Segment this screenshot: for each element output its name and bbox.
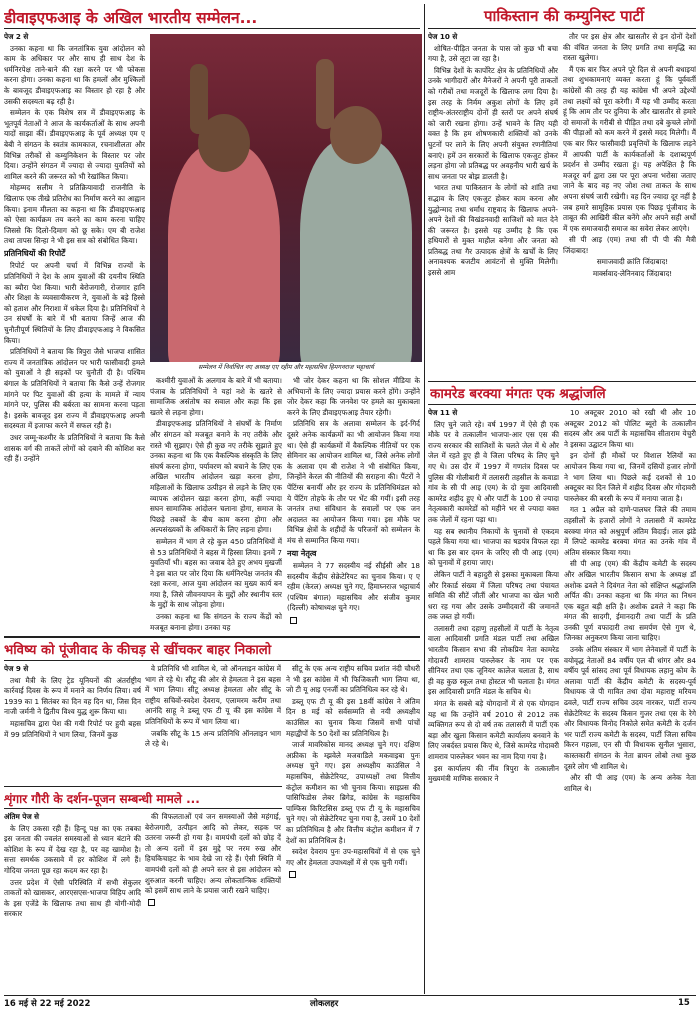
photo-caption: सम्मेलन में निर्वाचित नए अध्यक्ष एए रहीम और महासचिव हिमगनराज भट्टाचार्य [150,362,422,374]
barkya-mangat-headline: कामरेड बरक्या मंगतः एक श्रद्धांजलि [430,386,606,402]
continued-from-tag: पेज 10 से [428,32,458,41]
continued-from-tag: अंतिम पेज से [4,812,40,821]
continued-from-tag: पेज 9 से [4,664,29,673]
subheading-delegates-reports: प्रतिनिधियों की रिपोर्टें [4,248,66,258]
article-paragraph: उनके अंतिम संस्कार में भाग लेनेवालों में पार्टी के वयोवृद्ध नेताओं 84 वर्षीय एल बी धांगर और 84 वर्षीय पूर्व सांसद तथा पूर्व विधायक लहानु कोम के अलावा पार्टी की केंद्रीय कमेटी के सदस्य-पूर्व विधायक जे पी गावित तथा दोवा महाराष्ट्र मरियम ढवले, पार्टी राज्य सचिव उदय नारकर, पार्टी राज्य सेक्रेटेरियट के सदस्य किसन गुजर तथा एस के रेगे और विधायक विनोद निकोले समेत कमेटी के दर्जन भर पार्टी राज्य कमेटी के सदस्य, पार्टी जिला सचिव किरन गहाला, एन सी पी विधायक सुनील भुसारा, कास्तकारी संगठन के नेता ब्रायन लोबो तथा कुछ दूसरे लोग भी शामिल थे। [564,645,696,771]
article-paragraph: इन दोनों ही मौकों पर विशाल रैलियों का आयोजन किया गया था, जिनमें दसियों हजार लोगों ने भाग लिया था। पिछले कई दशकों से 10 अक्टूबर का दिन जिले में शहीद दिवस और गोदावरी पारुलेकर की बरसी के रूप में मनाया जाता है। [564,451,696,503]
dyfi-headline: डीवाइएफआइ के अखिल भारतीय सम्मेलन... [4,9,258,27]
article-paragraph: डब्लू एफ टी यू की इस 18वीं कांग्रेस ने अंतिम दिन 8 मई को सर्वसम्मति से नयी अध्यक्षीय काउंसिल का चुनाव किया जिसमें सभी पांचों महाद्वीपों के 50 देशों का प्रतिनिधित्व है। [286,696,420,738]
article-paragraph: और सी पी आइ (एम) के अन्य अनेक नेता शामिल थे। [564,773,696,793]
article-paragraph: प्रतिनिधियों ने बताया कि त्रिपुरा जैसे भाजपा शासित राज्य में जनतांत्रिक आंदोलन पर भारी फासीवादी हमले को युवाओं ने ही सड़कों पर चुनौती दी है। पश्चिम बंगाल के प्रतिनिधियों ने बताया कि कैसे उन्हें रोजगार मांगने पर पिट युवाओं की हत्या के मामले में न्याय मांगने पर, पुलिस की बर्बरता का सामना करना पड़ता है। इसके बावजूद इस राज्य में डीवाइएफआइ अपनी सदस्यता में इजाफा करने में सफल रही है। [4,347,145,431]
headline-rule-top [4,786,282,787]
article-paragraph: भी जोर देकर कहना था कि सोशल मीडिया के अभियानों के लिए ज्यादा प्रयास करने होंगे। उन्होंने जोर देकर कहा कि जनवेश पर हमले का मुकाबला करने के लिए डीवाइएफआइ तैयार रहेगी। [287,376,420,417]
page-number: 15 [678,998,690,1008]
publication-name: लोकलहर [310,999,339,1009]
article-paragraph: रिपोर्ट पर अपनी चर्चा में विभिन्न राज्यों के प्रतिनिधियों ने देश के आम युवाओं की दयनीय स्थिति का ब्यौरा पेश किया। भारी बेरोजगारी, रोजगार हानि और शिक्षा के व्यवसायीकरण ने, युवाओं के बड़े हिस्से को हताश और निराशा में धकेल दिया है। प्रतिनिधियों ने उन संघर्षों के बारे में भी बताया जिन्हें आज की चुनौतीपूर्ण स्थितियों के लिए डीवाइएफआइ ने विकसित किया। [4,261,145,345]
article-paragraph: की विफलताओं एवं जन समस्याओं जैसे महंगाई, बेरोजगारी, उत्पीड़न आदि को लेकर, सड़क पर उतरना जरूरी हो गया है। वामपंथी दलों को छोड़ दें तो अन्य दलों में इस मुद्दे पर नरम रुख और हिचकिचाहट के भाव देखे जा रहे हैं। ऐसी स्थिति में वामपंथी दलों को ही अपने स्तर से इस आंदोलन को शुरुआत करनी चाहिए। अन्य लोकतान्त्रिक शक्तियों को इसमें साथ लाने के प्रयास जारी रखने चाहिए। [145,812,281,896]
photo-raised-arm-left [190,64,208,134]
wftu-column-1 [4,664,141,784]
article-paragraph: उनका कहना था कि जनतांत्रिक युवा आंदोलन को काम के अधिकार पर और साथ ही साथ देश के धर्मनिरपेक्ष ताने-बाने की रक्षा करने पर भी फोकस करना होगा। उनका कहना था कि हमलों और मुश्किलों के बावजूद डीवाइएफआइ का विस्तार हो रहा है और उसकी सदस्यता बढ़ रही है। [4,43,145,106]
article-paragraph: उत्तर प्रदेश में ऐसी परिस्थिति में सभी सेकुलर ताकतों को खासकर, आरएसएस-भाजपा विहिप आदि के इस एजेंडे के खिलाफ तथा साथ ही योगी-मोदी सरकार [4,877,141,919]
article-paragraph: तलासरी तथा दहाणु तहसीलों में पार्टी के नेतृत्व वाला आदिवासी प्रगति मंडल पार्टी तथा अखिल भारतीय किसान सभा की लोकप्रिय नेता कामरेड गोदावरी शामराव पारुलेकर के नाम पर एक सीनियर तथा एक जूनियर कालेज चलाता है, साथ ही वह कुछ स्कूल तथा होस्टल भी चलाता है। मंगत इस आदिवासी प्रगति मंडल के सचिव थे। [428,623,559,697]
article-paragraph: प्रतिनिधि सत्र के अलावा सम्मेलन के इर्द-गिर्द दूसरे अनेक कार्यक्रमों का भी आयोजन किया गया था। ऐसे ही कार्यक्रमों में वैकल्पिक नीतियों पर एक सेमिनार का आयोजन शामिल था, जिसे अनेक लोगों के अलावा एम बी राजेश ने भी संबोधित किया, जिन्होंने केरल की नीतियों की सराहना की। पैंटरों ने पेंटिंग्स बनायीं और हर राज्य के प्रतिनिधिमंडल को ये पेंटिंग तोहफे के तौर पर भेंट की गयीं। इसी तरह जनतंत्र तथा संविधान के सवालों पर एक जन अदालत का आयोजन किया गया। इस मौके पर विभिन्न क्षेत्रों के शहीदों के परिजनों को सम्मेलन के मंच से सम्मानित किया गया। [287,419,420,545]
article-paragraph: जार्ज मावरिकोस मानद अध्यक्ष चुने गए। दक्षिण अफ्रीका के म्झवेले मजवाडिले मकवाइबा पुनः अध्यक्ष चुने गए। इस अध्यक्षीय काउंसिल ने महासचिव, सेक्रेटेरियट, उपाध्यक्षों तथा वित्तीय कंट्रोल कमीशन का भी चुनाव किया। साइप्रस की पासिफिडोस लेबर ब्रिगेड, कांग्रेस के महासचिव पाम्फिस किरिटसिस डब्लू एफ टी यू के महासचिव चुने गए। जो सेक्रेटेरियट चुना गया है, उसमें 10 देशों का प्रतिनिधित्व है और वित्तीय कंट्रोल कमीशन में 7 देशों का प्रतिनिधित्व है। [286,740,420,845]
shringar-column-1 [4,812,141,994]
article-paragraph: यह सब स्थानीय निकायों के चुनावों से एकदम पहले किया गया था। भाजपा का षडयंत्र विफल रहा था कि इस बार दमन के जरिए सी पी आइ (एम) को चुनावों में हराया जाए। [428,526,559,568]
article-paragraph: वे प्रतिनिधि भी शामिल थे, जो ऑनलाइन कांग्रेस में भाग ले रहे थे। सीटू की ओर से हेमलता ने इस बहस में भाग लिया। सीटू अध्यक्ष हेमलता और सीटू के राष्ट्रीय सचिवों-स्वदेश देवराय, एलामरम करीम तथा आनंदि साहू ने डब्लू एफ टी यू की इस कांग्रेस में प्रतिनिधियों के रूप में भाग लिया था। [145,664,281,726]
article-paragraph: सी पी आइ (एम) की केंद्रीय कमेटी के सदस्य और अखिल भारतीय किसान सभा के अध्यक्ष डॉ अशोक ढवले ने दिवंगत नेता को संक्षिप्त श्रद्धांजलि अर्पित की। उनका कहना था कि मंगत का निधन एक बहुत बड़ी क्षति है। अशोक ढवले ने कहा कि मंगत की सादगी, ईमानदारी तथा पार्टी के प्रति उनकी पूर्ण वफादारी तथा समर्पण ऐसे गुण थे, जिनका अनुकरण किया जाना चाहिए। [564,559,696,643]
photo-figure-left [168,144,280,362]
issue-date: 16 मई से 22 मई 2022 [4,999,91,1009]
article-paragraph: तथा मैत्री के लिए ट्रेड यूनियनों की अंतर्राष्ट्रीय कार्रवाई दिवस के रूप में मनाने का निर्णय लिया। वर्ष 1939 का 1 सितंबर का दिन वह दिन था, जिस दिन नाजी जर्मनी ने द्वितीय विश्व युद्ध शुरू किया था। [4,675,141,717]
dyfi-column-1 [4,32,145,632]
article-paragraph: शोषित-पीड़ित जनता के पास जो कुछ भी बचा गया है, उसे लूटा जा रहा है। [428,43,558,64]
article-paragraph: कश्मीरी युवाओं के अलगाव के बारे में भी बताया। पंजाब के प्रतिनिधियों ने यहां नशे के खतरे से सामाजिक असंतोष का सवाल और कहा कि इस खतरे से लड़ना होगा। [150,376,282,417]
article-end-mark [290,617,297,624]
dyfi-column-3 [287,376,420,632]
headline-rule [428,404,696,405]
photo-head-right [330,106,382,164]
article-paragraph: उधर जम्मू-कश्मीर के प्रतिनिधियों ने बताया कि कैसे शासक वर्ग की ताकतें लोगों को दबाने की कोशिश कर रही हैं। उन्होंने [4,432,145,464]
article-paragraph: लिए चुने जाते रहे। वर्ष 1997 में ऐसे ही एक मौके पर वे तत्कालीन भाजपा-आर एस एस की राज्य सरकार की साजिशों के चलते जेल में थे और जेल में रहते हुए ही वे जिला परिषद के लिए चुने गए थे। उस दौर में 1997 में गणतंत्र दिवस पर पुलिस की गोलीबारी में तलासरी तहसील के कवाडा गांव के सी पी आइ (एम) के दो युवा आदिवासी कामरेड शहीद हुए थे और पार्टी के 100 से ज्यादा नेतृत्वकारी कामरेडों को महीने भर से ज्यादा वक्त तक जेलों में रहना पड़ा था। [428,419,559,524]
article-paragraph: सम्मेलन के एक विशेष सत्र में डीवाइएफआइ के भूतपूर्व नेताओं ने आज के कार्यकर्ताओं के साथ अपनी यादों साझा कीं। डीवाइएफआइ के पूर्व अध्यक्ष एम ए बेबी ने संगठन के स्वतंत्र कामकाज, रचनाशीलता और विभिन्न तरीकों से कम्युनिकेशन के विस्तार पर जोर दिया। उन्होंने संगठन में ज्यादा से ज्यादा युवतियों को शामिल करने की जरूरत को भी रेखांकित किया। [4,108,145,181]
headline-rule-top [4,636,420,638]
pakistan-column-1 [428,32,558,378]
article-paragraph: के लिए उकसा रही हैं। हिन्दू पक्ष का एक तबका इस जनता की ज्वलंत समस्याओं से ध्यान बंटाने की कोशिश के रूप में देख रहा है, पर वह खामोश है। सत्ता समर्थक उकसावे में हर कोशिश में लगे हैं। गोदिया जनता पूछ रहा कदम कर रहा है। [4,823,141,875]
shringar-gauri-headline: शृंगार गौरी के दर्शन-पूजन सम्बन्धी मामले ... [4,792,200,806]
article-paragraph: महासचिव द्वारा पेश की गयी रिपोर्ट पर हुयी बहस में 99 प्रतिनिधियों ने भाग लिया, जिनमें कुछ [4,718,141,739]
article-paragraph: डीवाइएफआइ प्रतिनिधियों ने संघर्षों के निर्माण और संगठन को मजबूत बनाने के नए तरीके और रास्ते भी सुझाए। ऐसे ही कुछ नए तरीके सुझाते हुए उनका कहना था कि एक वैकल्पिक संस्कृति के लिए संघर्ष करना होगा, पर्यावरण को बचाने के लिए एक अखिल भारतीय आंदोलन खड़ा करना होगा, महिलाओं के खिलाफ उत्पीड़न से लड़ने के लिए एक व्यापक आंदोलन खड़ा करना होगा, कहीं ज्यादा सघन सामाजिक आंदोलन चलाना होगा, समाज के पिछड़े तबकों के बीच काम करना होगा और अल्पसंख्यकों के अधिकारों के लिए लड़ना होगा। [150,419,282,535]
article-paragraph: सीटू के एक अन्य राष्ट्रीय सचिव प्रशांत नंदी चौधरी ने भी इस कांग्रेस में भी फिजिकली भाग लिया था, जो टी यू आइ एनर्जी का प्रतिनिधित्व कर रहे थे। [286,664,420,695]
article-paragraph: 10 अक्टूबर 2010 को रखी थी और 10 अक्टूबर 2012 को पोलिट ब्यूरो के तत्कालीन सदस्य और अब पार्टी के महासचिव सीताराम येचुरी ने इसका उद्घाटन किया था। [564,408,696,449]
article-paragraph: सम्मेलन में भाग ले रहे कुल 450 प्रतिनिधियों में से 53 प्रतिनिधियों ने बहस में हिस्सा लिया। इनमें 7 युवतियाँ भी। बहस का जवाब देते हुए अभय मुखर्जी ने इस बात पर जोर दिया कि धर्मनिरपेक्ष जनतंत्र की रक्षा करना, आज युवा आंदोलन का मुख्य कार्य बन गया है, जिसे जीवनयापन के मुद्दों और स्थानीय स्तर के मुद्दों के साथ जोड़ना होगा। [150,536,282,610]
barkya-column-1 [428,408,559,994]
headline-rule [4,808,282,809]
headline-rule [428,28,696,29]
headline-rule-top [428,381,696,382]
wftu-column-2 [145,664,281,784]
article-paragraph: स्वदेश देवराय पुनः उप-महासचिवों में से एक चुने गए और हेमलता उपाध्यक्षों में से एक चुनी गयीं। [286,847,420,867]
article-end-mark [148,899,155,906]
photo-figure-right [300,139,412,362]
section-divider-vertical [424,4,425,994]
article-paragraph: उनका कहना था कि संगठन के राज्य केंद्रों को मजबूत बनाना होगा। उनका यह [150,612,282,632]
article-paragraph: मैं एक बार फिर अपने पूरे दिल से अपनी बधाइयां तथा शुभकामनाएं व्यक्त करता हूं कि पूर्ववर्ती कांग्रेसों की तरह ही यह कांग्रेस भी अपने उद्देश्यों तथा लक्ष्यों को पूरा करेगी। मैं यह भी उम्मीद करता हूं कि आम तौर पर दुनिया के और खासतौर से हमारे दो समाजों के गरीबी से पीड़ित तथा दबे कुचले लोगों की पीड़ाओं को कम करने में इससे मदद मिलेगी। मैं एक बार फिर फासीवादी प्रवृत्तियों के खिलाफ लड़ने में आपकी पार्टी के कार्यकर्ताओं के दशाब्दपूर्ण प्रदर्शन से उम्मीद रखता हूं। यह अपेक्षित है कि मजदूर वर्ग द्वारा उस पर पूरा अपना भरोसा जताए जाने के बाद वह नए जोश तथा ताकत के साथ अपना संघर्ष जारी रखेगी। वह दिन ज्यादा दूर नहीं है जब हमारे सामूहिक प्रयास एक पिछड़ पूंजीवाद के ताबूत की आखिरी कील बनेंगे और अपने सही अर्थों में एक समाजवादी समाज का सवेरा लेकर आएंगे। [563,64,696,233]
article-paragraph: जबकि सीटू के 15 अन्य प्रतिनिधि ऑनलाइन भाग ले रहे थे। [145,728,281,749]
article-paragraph: इस कार्यालय की नींव त्रिपुरा के तत्कालीन मुख्यमंत्री माणिक सरकार ने [428,763,559,784]
continued-from-tag: पेज 11 से [428,408,458,417]
article-paragraph: मंगत के सबसे बड़े योगदानों में से एक योगदान यह था कि उन्होंने वर्ष 2010 से 2012 तक व्यक्तिगत रूप से दो वर्ष तक तलासरी में पार्टी एक बड़ा और खुला किसान कमेटी कार्यालय बनवाने के लिए जबर्दस्त प्रयास किए थे, जिसे कामरेड गोदावरी शामराव पारुलेकर भवन का नाम दिया गया है। [428,699,559,761]
article-paragraph: तौर पर इस क्षेत्र और खासतौर से इन दोनों देशों की वंचित जनता के लिए प्रगति तथा समृद्धि का रास्ता खुलेगा। [563,32,696,63]
wftu-headline: भविष्य को पूंजीवाद के कीचड़ से खींचकर बाहर निकालो [4,643,272,658]
slogan: समाजवादी क्रांति जिंदाबाद! [596,257,669,267]
continued-from-tag: पेज 2 से [4,32,29,41]
dyfi-leaders-photo [150,34,422,362]
wftu-column-3 [286,664,420,994]
shringar-column-2 [145,812,281,994]
article-paragraph: गत 1 अप्रैल को दाणे-पालघर जिले की तमाम तहसीलों के हजारों लोगों ने तलासरी में कामरेड बरक्या मंगत को अश्रुपूर्ण अंतिम विदाई। लाल झंडे में लिपटे कामरेड बरक्या मंगत का उनके गांव में अंतिम संस्कार किया गया। [564,505,696,557]
subheading-new-leadership: नया नेतृत्व [287,548,317,558]
pakistan-headline: पाकिस्तान की कम्युनिस्ट पार्टी [483,7,645,25]
footer-rule [4,995,696,996]
article-paragraph: भारत तथा पाकिस्तान के लोगों को शांति तथा सद्भाव के लिए एकजुट होकर काम करना और युद्धोन्माद तथा धर्मांध राष्ट्रवाद के खिलाफ अपने-अपने देशों की विखंडनवादी साजिशों को मात देने की जरूरत है। इससे यह उम्मीद है कि एक हथियारों से मुक्त माहौल बनेगा और जनता को प्रतिबद्ध तथा गैर उत्पादक क्षेत्रों के खर्चों के लिए अनावश्यक बजटीय आवंटनों से मुक्ति मिलेगी। इससे आम [428,183,558,278]
pakistan-column-2 [563,32,696,378]
article-paragraph: मोहम्मद सलीम ने प्रतिक्रियावादी राजनीति के खिलाफ एक तीखे प्रतिरोध का निर्माण करने का आह्वान किया। इनाम मीलता का कहना था कि डीवाइएफआइ को ऐसा कार्यक्रम तय करने का काम करना चाहिए जिससे कि दिलो-दिमाग को छू सके। एम बी राजेश तथा तापस सिन्हा ने भी इस सत्र को संबोधित किया। [4,183,145,246]
slogan: मार्क्सवाद-लेनिनवाद जिंदाबाद! [592,269,673,279]
article-paragraph: सम्मेलन ने 77 सदस्यीय नई सीईसी और 18 सदस्यीय केंद्रीय सेक्रेटेरियट का चुनाव किया। ए ए रहीम (केरल) अध्यक्ष चुने गए, हिमाघ्नराज भट्टाचार्य (पश्चिम बंगाल) महासचिव और संजीव कुमार (दिल्ली) कोषाध्यक्ष चुने गए। [287,561,420,613]
barkya-column-2 [564,408,696,994]
headline-rule [4,28,420,29]
photo-raised-arm-right [316,59,334,129]
article-paragraph: विभिन्न देशों के कार्पोरेट क्षेत्र के प्रतिनिधियों और उनके भागीदारों और मैनेजरों ने अपनी पूरी ताकतों को गरीबों तथा मजदूरों के खिलाफ लगा दिया है। इस तरह के निर्मम अकुश लोगों के लिए हमें राष्ट्रीय-अंतरराष्ट्रीय दोनों ही स्तरों पर अपने संघर्ष को जारी रखना होगा। उन्हें भावने के लिए यही वक्त है कि हम शोषणकारी शक्तियों को उनके घुटनों पर लाने के लिए अपनी संयुक्त रणनीतियां बनाएं। हमें उन सरकारों के खिलाफ एकजुट होकर लड़ना होगा जो प्रतिबद्ध पर अवहनीय भारी खर्च के साथ जनता पर बोझ डालती है। [428,65,558,181]
article-end-mark [289,871,296,878]
article-paragraph: लेकिन पार्टी ने बहादुरी से इसका मुकाबला किया और रिकार्ड संख्या में जिला परिषद तथा पंचायत समिति की सीटें जीतीं और भाजपा का खेल भारी धरा रह गया और उसके उम्मीदवारों की जमानतें तक जब्त हो गयीं। [428,569,559,622]
slogan: सी पी आइ (एम) तथा सी पी पी की मैत्री जिंदाबाद! [563,235,696,255]
dyfi-column-2 [150,376,282,632]
headline-rule [4,660,420,661]
